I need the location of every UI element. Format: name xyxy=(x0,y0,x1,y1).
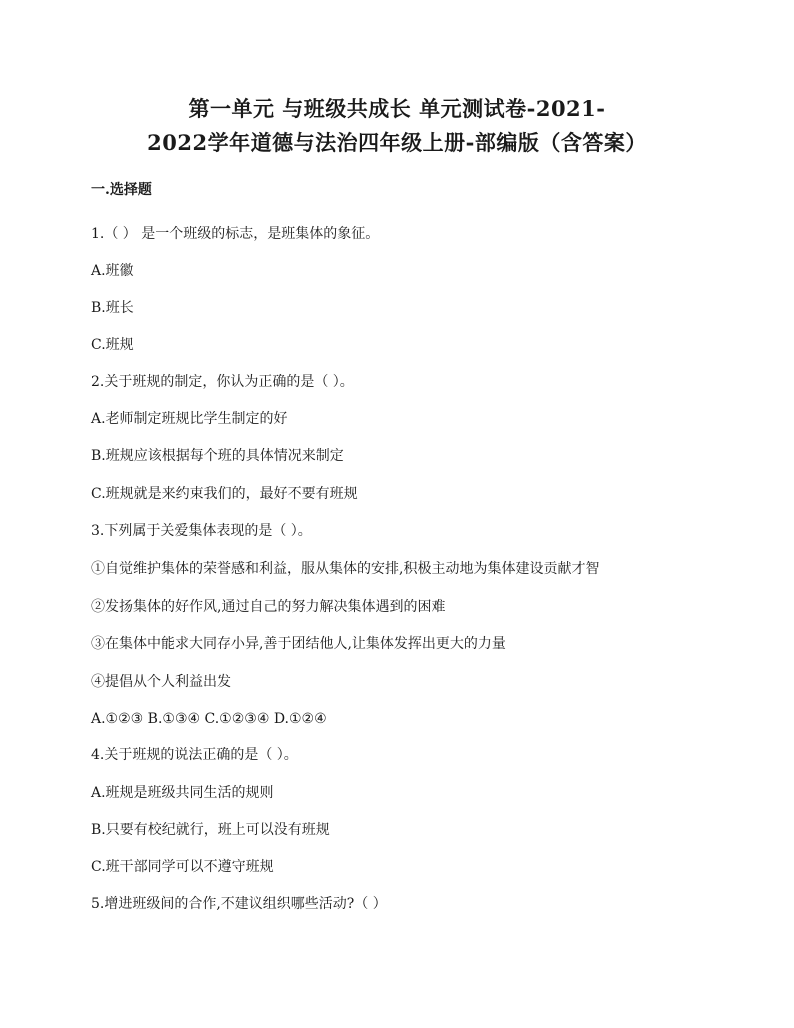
q1-option-b: B.班长 xyxy=(91,300,134,316)
q2-option-b: B.班规应该根据每个班的具体情况来制定 xyxy=(91,448,344,464)
q2-option-c: C.班规就是来约束我们的，最好不要有班规 xyxy=(91,486,358,502)
question-1: 1.（ ） 是一个班级的标志，是班集体的象征。 xyxy=(91,226,380,242)
q3-statement-4: ④提倡从个人利益出发 xyxy=(91,674,231,690)
q3-statement-2: ②发扬集体的好作风,通过自己的努力解决集体遇到的困难 xyxy=(91,599,446,615)
section-heading: 一.选择题 xyxy=(91,182,152,198)
q1-option-a: A.班徽 xyxy=(91,263,134,279)
question-5: 5.增进班级间的合作,不建议组织哪些活动?（ ） xyxy=(91,896,387,912)
q1-option-c: C.班规 xyxy=(91,337,134,353)
document-title-line-2: 2022学年道德与法治四年级上册-部编版（含答案） xyxy=(147,130,647,155)
question-2: 2.关于班规的制定，你认为正确的是（ ）。 xyxy=(91,374,354,390)
q2-option-a: A.老师制定班规比学生制定的好 xyxy=(91,411,288,427)
q4-option-a: A.班规是班级共同生活的规则 xyxy=(91,785,274,801)
question-4: 4.关于班规的说法正确的是（ ）。 xyxy=(91,747,298,763)
q4-option-c: C.班干部同学可以不遵守班规 xyxy=(91,859,274,875)
q4-option-b: B.只要有校纪就行，班上可以没有班规 xyxy=(91,822,330,838)
q3-statement-1: ①自觉维护集体的荣誉感和利益，服从集体的安排,积极主动地为集体建设贡献才智 xyxy=(91,561,600,577)
question-3: 3.下列属于关爱集体表现的是（ ）。 xyxy=(91,523,312,539)
document-title-line-1: 第一单元 与班级共成长 单元测试卷-2021- xyxy=(188,96,606,121)
q3-options: A.①②③ B.①③④ C.①②③④ D.①②④ xyxy=(91,711,327,727)
q3-statement-3: ③在集体中能求大同存小异,善于团结他人,让集体发挥出更大的力量 xyxy=(91,636,506,652)
